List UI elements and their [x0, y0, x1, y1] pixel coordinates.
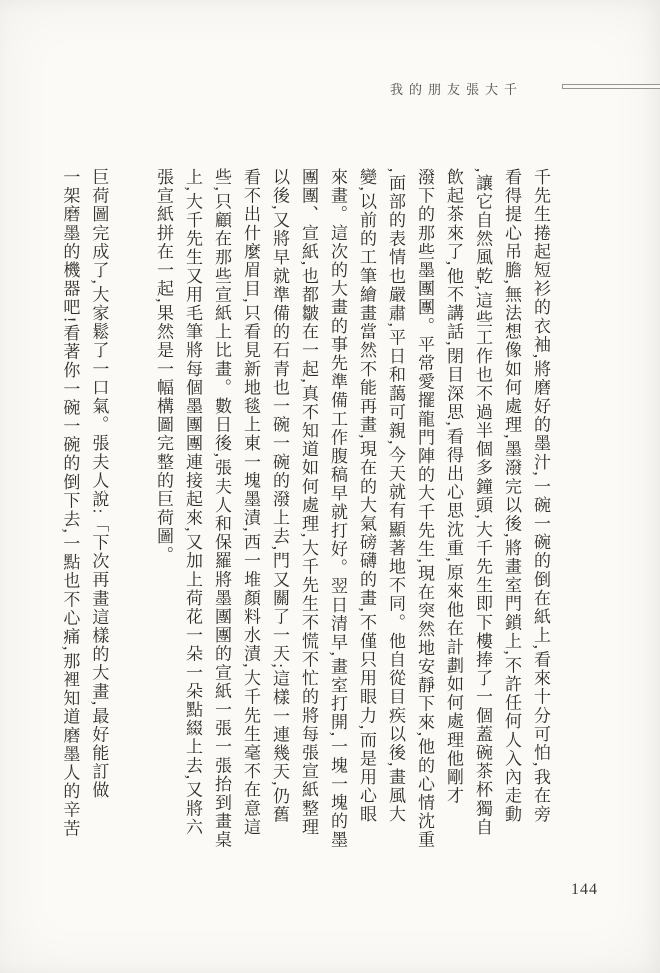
- text-column-15: 巨荷圖完成了,大家鬆了一口氣。張夫人說:「下次再畫這樣的大畫,最好能訂做: [89, 168, 109, 800]
- body-text: [55, 168, 555, 880]
- text-column-12: 些,只顧在那些宣紙上比畫。數日後,張夫人和保羅將墨團團的宣紙一張一張抬到畫桌: [212, 168, 231, 850]
- text-column-11: 看不出什麼眉目,只看見新地毯上東一塊墨漬,西一堆顏料水漬,大千先生毫不在意這: [241, 168, 260, 837]
- text-column-2: 看得提心吊膽,無法想像如何處理,墨潑完以後,將畫室門鎖上,不許任何人入內走動: [502, 168, 521, 824]
- text-column-13: 上,大千先生又用毛筆將每個墨團團連接起來,又加上荷花一朵一朵點綴上去,又將六: [183, 168, 202, 837]
- text-column-10: 以後,又將早就準備的石青也一碗一碗的潑上去,門又關了一天;這樣一連幾天,仍舊: [270, 168, 289, 825]
- text-column-6: ,面部的表情也嚴肅,平日和藹可親,今天就有顯著地不同。他自從目疾以後,畫風大: [386, 168, 405, 824]
- text-column-9: 團團、宣紙,也都皺在一起,真不知道如何處理,大千先生不慌不忙的將每張宣紙整理: [299, 168, 318, 837]
- text-column-3: ,讓它自然風乾,這些工作也不過半個多鐘頭,大千先生即下樓捧了一個蓋碗茶杯獨自: [473, 168, 492, 837]
- text-column-16: 一架磨墨的機器吧!看著你一碗一碗的倒下去,一點也不心痛,那裡知道磨墨人的辛苦: [60, 168, 80, 838]
- running-header-title: 我的朋友張大千: [389, 82, 523, 97]
- text-column-4: 飲起茶來了,他不講話,閉目深思,看得出心思沈重,原來他在計劃如何處理他剛才: [444, 168, 463, 806]
- page-number: 144: [571, 881, 598, 898]
- text-column-5: 潑下的那些墨團團。平常愛擺龍門陣的大千先生,現在突然地安靜下來,他的心情沈重: [415, 168, 434, 850]
- text-column-14: 張宣紙拼在一起,果然是一幅構圖完整的巨荷圖。: [154, 168, 173, 565]
- text-column-8: 來畫。這次的大畫的事先準備工作腹稿早就打好。翌日清早,畫室打開,一塊一塊的墨: [328, 168, 347, 850]
- text-column-7: 變,以前的工筆繪畫當然不能再畫,現在的大氣磅礴的畫,不僅只用眼力,而是用心眼: [357, 168, 376, 824]
- header-rule: [562, 84, 660, 89]
- text-column-1: 千先生捲起短衫的衣袖,將磨好的墨汁,一碗一碗的倒在紙上,看來十分可怕,我在旁: [531, 168, 550, 824]
